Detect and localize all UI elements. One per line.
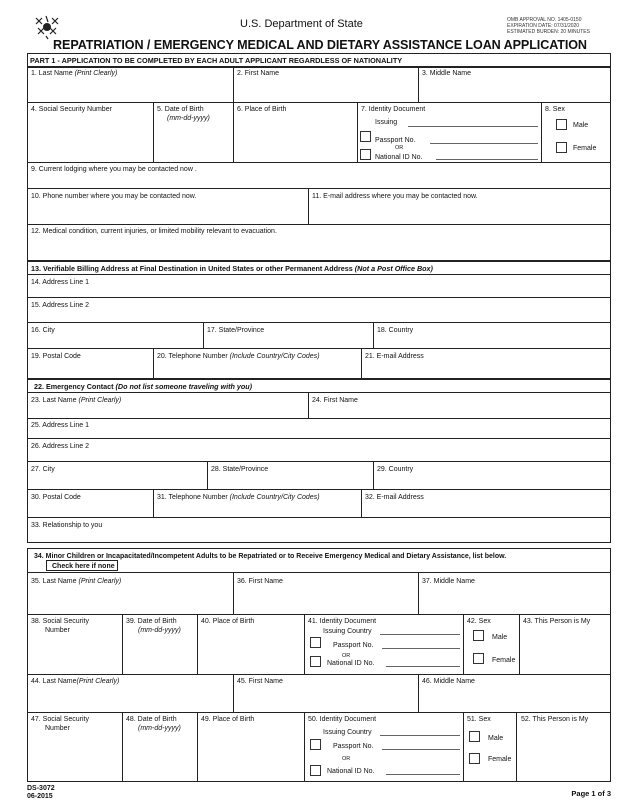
first-name-label: 2. First Name	[237, 70, 280, 77]
dep1-relationship-label: 43. This Person is My	[523, 618, 591, 625]
city-label: 16. City	[31, 327, 55, 334]
agency-name: U.S. Department of State	[240, 18, 363, 30]
relationship-label: 33. Relationship to you	[31, 522, 103, 529]
page-number: Page 1 of 3	[571, 789, 611, 798]
address-email-label: 21. E-mail Address	[365, 353, 424, 360]
ec-postal-code-label: 30. Postal Code	[31, 494, 81, 501]
middle-name-label: 3. Middle Name	[422, 70, 472, 77]
ec-last-name-label: 23. Last Name (Print Clearly)	[31, 397, 122, 404]
check-none-label: Check here if none	[52, 563, 115, 570]
dob-label: 5. Date of Birth	[157, 106, 204, 113]
state-department-seal-icon	[32, 14, 62, 40]
dep2-passport-checkbox[interactable]	[310, 739, 321, 750]
dep1-national-id-checkbox[interactable]	[310, 656, 321, 667]
ec-address1-label: 25. Address Line 1	[31, 422, 89, 429]
identity-document-label: 7. Identity Document	[361, 106, 426, 113]
ec-telephone-label: 31. Telephone Number (Include Country/City Codes)	[157, 494, 320, 501]
ec-first-name-label: 24. First Name	[312, 397, 358, 404]
dep1-or-label: OR	[342, 653, 351, 659]
form-title: REPATRIATION / EMERGENCY MEDICAL AND DIETARY ASSISTANCE LOAN APPLICATION	[53, 38, 587, 52]
medical-condition-label: 12. Medical condition, current injuries, or limited mobility relevant to evacuation.	[31, 228, 277, 235]
ec-address2-label: 26. Address Line 2	[31, 443, 89, 450]
dep2-female-label: Female	[488, 756, 512, 763]
passport-checkbox[interactable]	[360, 131, 371, 142]
dep2-place-of-birth-label: 49. Place of Birth	[201, 716, 255, 723]
phone-label: 10. Phone number where you may be contacted now.	[31, 193, 197, 200]
dep1-identity-document-label: 41. Identity Document	[308, 618, 377, 625]
dep2-identity-document-label: 50. Identity Document	[308, 716, 377, 723]
dep2-national-id-checkbox[interactable]	[310, 765, 321, 776]
address-line1-label: 14. Address Line 1	[31, 279, 89, 286]
email-label: 11. E-mail address where you may be contacted now.	[312, 193, 478, 200]
billing-address-heading: 13. Verifiable Billing Address at Final Destination in United States or other Permanent Address (Not a Post Office Box)	[31, 264, 433, 273]
dep2-issuing-country-label: Issuing Country	[323, 729, 372, 736]
emergency-contact-heading: 22. Emergency Contact (Do not list someone traveling with you)	[34, 382, 253, 391]
or-label: OR	[395, 145, 404, 151]
dep1-middle-name-label: 37. Middle Name	[422, 578, 475, 585]
dep1-male-checkbox[interactable]	[473, 630, 484, 641]
female-label: Female	[573, 145, 597, 152]
dep1-passport-label: Passport No.	[333, 642, 374, 649]
dep1-last-name-label: 35. Last Name (Print Clearly)	[31, 578, 122, 585]
ec-email-label: 32. E-mail Address	[365, 494, 424, 501]
dep1-national-id-label: National ID No.	[327, 660, 375, 667]
ec-state-label: 28. State/Province	[211, 466, 269, 473]
ssn-label: 4. Social Security Number	[31, 106, 112, 113]
dep2-male-label: Male	[488, 735, 504, 742]
dep1-female-checkbox[interactable]	[473, 653, 484, 664]
dependents-heading: 34. Minor Children or Incapacitated/Incompetent Adults to be Repatriated or to Receive Emergency Medical and Dietary Assistance, list below.	[34, 553, 507, 560]
dep1-issuing-country-label: Issuing Country	[323, 628, 372, 635]
issuing-label: Issuing	[375, 119, 398, 126]
part1-heading: PART 1 - APPLICATION TO BE COMPLETED BY EACH ADULT APPLICANT REGARDLESS OF NATIONALITY	[30, 56, 403, 65]
postal-code-label: 19. Postal Code	[31, 353, 81, 360]
dep2-first-name-label: 45. First Name	[237, 678, 283, 685]
dep1-sex-label: 42. Sex	[467, 618, 491, 625]
dep2-middle-name-label: 46. Middle Name	[422, 678, 475, 685]
place-of-birth-label: 6. Place of Birth	[237, 106, 287, 113]
dep1-ssn-label: 38. Social Security Number	[31, 618, 89, 634]
dep2-relationship-label: 52. This Person is My	[521, 716, 589, 723]
dep2-last-name-label: 44. Last Name(Print Clearly)	[31, 678, 120, 685]
national-id-label: National ID No.	[375, 154, 423, 161]
female-checkbox[interactable]	[556, 142, 567, 153]
current-lodging-label: 9. Current lodging where you may be contacted now .	[31, 166, 197, 173]
form-number: DS-3072 06-2015	[27, 785, 55, 800]
dep2-ssn-label: 47. Social Security Number	[31, 716, 89, 732]
dep1-passport-checkbox[interactable]	[310, 637, 321, 648]
male-checkbox[interactable]	[556, 119, 567, 130]
passport-label: Passport No.	[375, 137, 416, 144]
dep2-female-checkbox[interactable]	[469, 753, 480, 764]
state-label: 17. State/Province	[207, 327, 265, 334]
dep2-male-checkbox[interactable]	[469, 731, 480, 742]
dep2-or-label: OR	[342, 756, 351, 762]
national-id-checkbox[interactable]	[360, 149, 371, 160]
address-line2-label: 15. Address Line 2	[31, 302, 89, 309]
dep1-female-label: Female	[492, 657, 516, 664]
male-label: Male	[573, 122, 589, 129]
telephone-label: 20. Telephone Number (Include Country/City Codes)	[157, 353, 320, 360]
dep2-dob-label: 48. Date of Birth (mm-dd-yyyy)	[126, 716, 181, 732]
dep2-sex-label: 51. Sex	[467, 716, 491, 723]
dep1-dob-label: 39. Date of Birth (mm-dd-yyyy)	[126, 618, 181, 634]
dob-hint: (mm-dd-yyyy)	[167, 115, 210, 122]
country-label: 18. Country	[377, 327, 414, 334]
sex-label: 8. Sex	[545, 106, 565, 113]
omb-info: OMB APPROVAL NO. 1405-0150 EXPIRATION DATE: 07/31/2020 ESTIMATED BURDEN: 20 MINUTES	[507, 17, 590, 35]
dep1-male-label: Male	[492, 634, 508, 641]
dep1-place-of-birth-label: 40. Place of Birth	[201, 618, 255, 625]
dep2-national-id-label: National ID No.	[327, 768, 375, 775]
dep1-first-name-label: 36. First Name	[237, 578, 283, 585]
last-name-label: 1. Last Name (Print Clearly)	[31, 70, 118, 77]
ec-country-label: 29. Country	[377, 466, 414, 473]
ec-city-label: 27. City	[31, 466, 55, 473]
dep2-passport-label: Passport No.	[333, 743, 374, 750]
